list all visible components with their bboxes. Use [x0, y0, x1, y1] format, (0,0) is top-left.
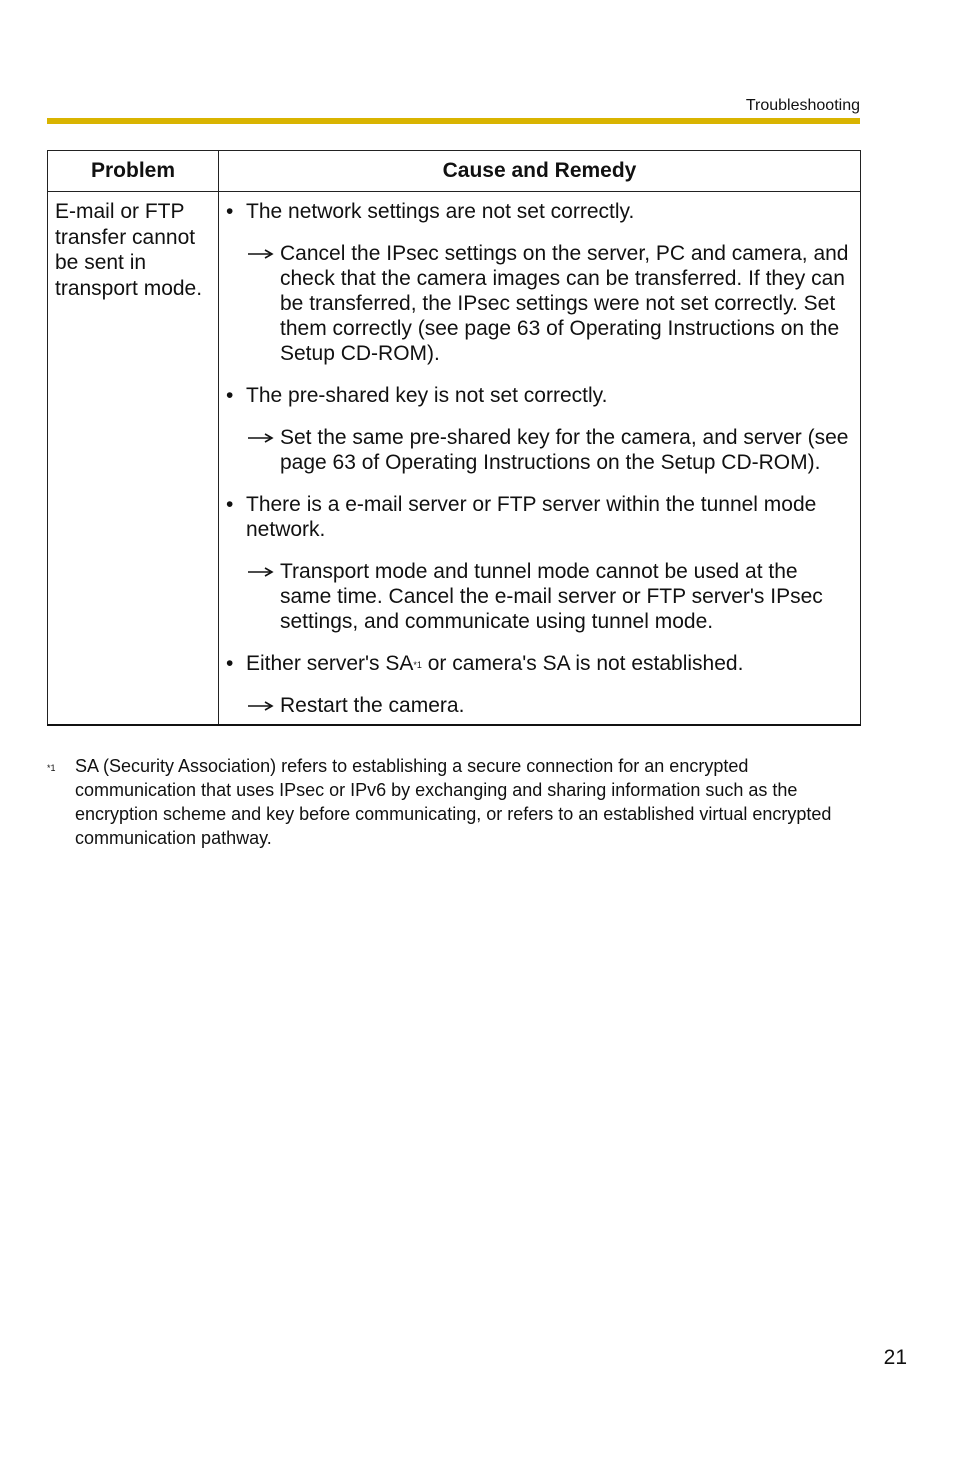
cause-text-before-ref: Either server's SA: [246, 652, 414, 675]
cause-item: [226, 199, 850, 366]
cause-line: [226, 383, 850, 408]
cause-text: The pre-shared key is not set correctly.: [246, 384, 608, 407]
bullet-icon: •: [226, 652, 234, 675]
right-arrow-icon: [248, 559, 276, 577]
right-arrow-icon: [248, 425, 276, 443]
cause-remedy-cell: [219, 192, 861, 726]
column-header-cause-and-remedy: Cause and Remedy: [219, 151, 861, 192]
bullet-icon: •: [226, 200, 234, 223]
table-header-row: [48, 151, 861, 192]
remedy-text: Restart the camera.: [280, 694, 465, 717]
right-arrow-icon: [248, 693, 276, 711]
page-number: 21: [883, 1346, 907, 1369]
table-row: [48, 192, 861, 726]
cause-text-after-ref: or camera's SA is not established.: [421, 652, 744, 675]
remedy-line: [226, 425, 850, 475]
cause-item: [226, 383, 850, 475]
footnote-mark: *1: [47, 763, 56, 773]
right-arrow-icon: [248, 241, 276, 259]
bullet-icon: •: [226, 384, 234, 407]
remedy-line: [226, 241, 850, 366]
footnote: [47, 754, 857, 850]
header-rule: [47, 118, 860, 124]
cause-line: [226, 651, 850, 676]
footnote-text: SA (Security Association) refers to establishing a secure connection for an encrypted communication that uses IPsec or IPv6 by exchanging and sharing information such as the encryption scheme and key before communicating, or refers to an established virtual encrypted communication pathway.: [75, 756, 832, 848]
footnote-reference: *1: [413, 660, 422, 670]
cause-line: [226, 492, 850, 542]
section-label: Troubleshooting: [745, 97, 860, 114]
problem-cell: E-mail or FTP transfer cannot be sent in transport mode.: [48, 192, 219, 726]
bullet-icon: •: [226, 493, 234, 516]
remedy-line: [226, 559, 850, 634]
remedy-text: Transport mode and tunnel mode cannot be used at the same time. Cancel the e-mail server or FTP server's IPsec settings, and communicate using tunnel mode.: [280, 560, 823, 633]
troubleshooting-table: [47, 150, 861, 726]
cause-text: There is a e-mail server or FTP server within the tunnel mode network.: [246, 493, 817, 541]
cause-item: [226, 492, 850, 634]
cause-text: The network settings are not set correctly.: [246, 200, 635, 223]
remedy-text: Cancel the IPsec settings on the server, PC and camera, and check that the camera images can be transferred. If they can be transferred, the IPsec settings were not set correctly. Set them correctly (see page 63 of Operating Instructions on the Setup CD-ROM).: [280, 242, 849, 365]
column-header-problem: Problem: [48, 151, 219, 192]
cause-line: [226, 199, 850, 224]
remedy-text: Set the same pre-shared key for the camera, and server (see page 63 of Operating Instructions on the Setup CD-ROM).: [280, 426, 849, 474]
remedy-line: [226, 693, 850, 718]
cause-item: [226, 651, 850, 718]
